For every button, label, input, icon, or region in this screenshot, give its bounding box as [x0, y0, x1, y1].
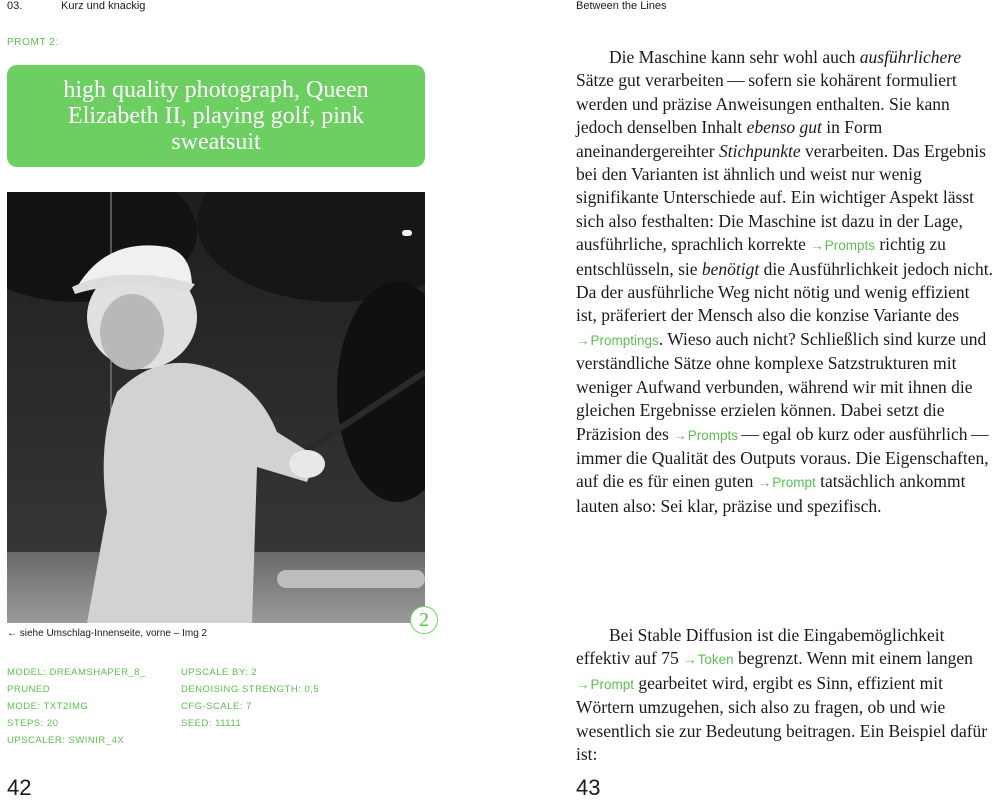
arrow-right-icon: → [673, 427, 687, 443]
arrow-right-icon: → [576, 332, 590, 348]
cross-reference-link[interactable]: →Prompts [673, 427, 738, 443]
body-paragraph-1: Die Maschine kann sehr wohl auch ausführlichere Sätze gut verarbeiten — sofern sie kohärent formuliert werden und präzise Anweisungen enthalten. Sie kann jedoch denselben Inhalt ebenso gut in Form aneinandergereihter Stichpunkte verarbeiten. Das Ergebnis bei den Varianten ist ähnlich und weist nur wenig signifikante Unterschiede auf. Ein wichtiger Aspekt lässt sich also festhalten: Die Maschine ist dazu in der Lage, ausführliche, sprachlich korrekte →Prompts richtig zu entschlüsseln, sie benötigt die Ausführlichkeit jedoch nicht. Da der ausführliche Weg nicht nötig und wenig effizient ist, präferiert der Mensch also die konzise Variante des →Promptings. Wieso auch nicht? Schließlich sind kurze und verständliche Sätze ohne komplexe Satzstrukturen mit weniger Aufwand verbunden, während wir mit ihnen die gleichen Ergebnisse erzielen können. Dabei setzt die Präzision des →Prompts — egal ob kurz oder ausführlich — immer die Qualität des Outputs voraus. Die Eigenschaften, auf die es für einen guten →Prompt tatsächlich ankommt lauten also: Sei klar, präzise und spezifisch. [576, 47, 994, 516]
running-title: Between the Lines [576, 0, 667, 12]
arrow-right-icon: → [757, 475, 772, 491]
prompt-text: high quality photograph, Queen Elizabeth II, playing golf, pink sweatsuit [63, 77, 369, 155]
setting-upscale-by: UPSCALE BY: 2 [181, 667, 258, 678]
cross-reference-link[interactable]: →Token [683, 652, 734, 668]
arrow-right-icon: → [576, 676, 590, 692]
setting-mode: MODE: TXT2IMG [7, 701, 89, 712]
figure-number-badge: 2 [410, 606, 438, 634]
cross-reference-link[interactable]: →Prompt [576, 676, 635, 692]
cross-reference-link[interactable]: →Promptings [576, 332, 659, 348]
page-number-right: 43 [576, 775, 601, 800]
setting-upscaler: UPSCALER: SWINIR_4X [7, 735, 125, 746]
generated-photo [7, 192, 425, 623]
image-caption: ← siehe Umschlag-Innenseite, vorne – Img 2 [7, 628, 208, 639]
body-paragraph-2: Bei Stable Diffusion ist die Eingabemöglichkeit effektiv auf 75 →Token begrenzt. Wenn mit einem langen →Prompt gearbeitet wird, ergibt es Sinn, effizient mit Wörtern umzugehen, sich also zu fragen, ob und wie wesentlich sie zur Bedeutung beitragen. Ein Beispiel dafür ist: [576, 625, 988, 765]
arrow-right-icon: → [810, 238, 824, 254]
setting-model: MODEL: DREAMSHAPER_8_ [7, 667, 146, 678]
chapter-number: 03. [7, 0, 23, 12]
settings-list-right [181, 664, 319, 732]
prompt-box [7, 65, 425, 167]
chapter-title: Kurz und knackig [61, 0, 146, 12]
prompt-label: PROMT 2: [7, 37, 59, 48]
cross-reference-link[interactable]: →Prompt [757, 475, 816, 491]
arrow-right-icon: → [683, 652, 697, 668]
setting-seed: SEED: 11111 [181, 718, 242, 729]
setting-denoising: DENOISING STRENGTH: 0,5 [181, 684, 320, 695]
setting-model-cont: PRUNED [7, 684, 51, 695]
page-number-left: 42 [7, 775, 32, 800]
settings-list-left [7, 664, 146, 749]
setting-steps: STEPS: 20 [7, 718, 59, 729]
setting-cfg-scale: CFG-SCALE: 7 [181, 701, 252, 712]
cross-reference-link[interactable]: →Prompts [810, 238, 875, 254]
